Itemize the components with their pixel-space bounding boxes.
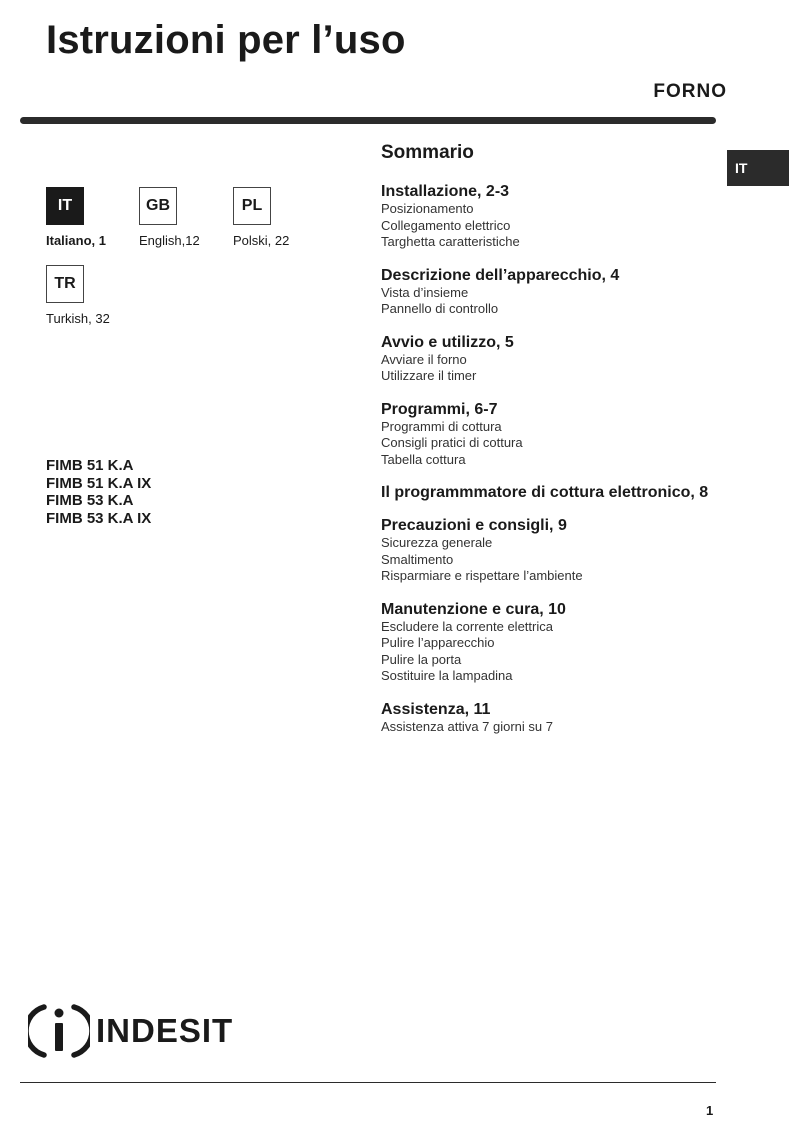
lang-box-gb[interactable]: GB <box>139 187 177 225</box>
toc-item[interactable]: Sostituire la lampadina <box>381 668 513 683</box>
toc-item[interactable]: Escludere la corrente elettrica <box>381 618 553 634</box>
toc-heading[interactable]: Precauzioni e consigli, 9 <box>381 517 567 534</box>
brand-name: INDESIT <box>96 1012 234 1049</box>
lang-caption-pl: Polski, 22 <box>233 233 290 248</box>
toc-item[interactable]: Programmi di cottura <box>381 418 502 434</box>
lang-caption-gb: English,12 <box>139 233 200 248</box>
toc-section <box>381 701 711 736</box>
toc-section <box>381 517 711 585</box>
toc-item[interactable]: Consigli pratici di cottura <box>381 435 523 450</box>
toc-heading[interactable]: Programmi, 6-7 <box>381 400 498 418</box>
model-name: FIMB 53 K.A <box>46 492 134 509</box>
footer-divider <box>20 1082 716 1083</box>
toc-item[interactable]: Pulire la porta <box>381 651 462 667</box>
indesit-logo-icon <box>28 1001 90 1061</box>
lang-box-pl[interactable]: PL <box>233 187 271 225</box>
lang-box-tr[interactable]: TR <box>46 265 84 303</box>
lang-caption-tr: Turkish, 32 <box>46 311 110 326</box>
lang-caption-it: Italiano, 1 <box>46 233 106 248</box>
language-side-tab: IT <box>727 150 789 186</box>
toc-item[interactable]: Pannello di controllo <box>381 301 499 316</box>
toc-heading[interactable]: Avvio e utilizzo, 5 <box>381 333 514 351</box>
model-name: FIMB 51 K.A IX <box>46 474 152 492</box>
model-list <box>46 457 151 527</box>
toc-item[interactable]: Utilizzare il timer <box>381 368 477 383</box>
toc-item[interactable]: Sicurezza generale <box>381 535 493 550</box>
toc-heading[interactable]: Il programmmatore di cottura elettronico, 8 <box>381 484 709 501</box>
toc-item[interactable]: Risparmiare e rispettare l’ambiente <box>381 568 583 583</box>
toc-section <box>381 183 711 251</box>
lang-box-it[interactable]: IT <box>46 187 84 225</box>
toc-title: Sommario <box>381 142 474 163</box>
header-divider <box>20 117 716 124</box>
toc-section <box>381 334 711 385</box>
toc-heading[interactable]: Manutenzione e cura, 10 <box>381 600 566 618</box>
toc-section <box>381 601 711 685</box>
page-number: 1 <box>706 1103 714 1118</box>
toc-heading[interactable]: Descrizione dell’apparecchio, 4 <box>381 266 620 284</box>
toc-heading[interactable]: Assistenza, 11 <box>381 700 491 718</box>
toc-item[interactable]: Smaltimento <box>381 551 454 567</box>
page-title: Istruzioni per l’uso <box>46 18 406 62</box>
toc-item[interactable]: Collegamento elettrico <box>381 217 511 233</box>
model-name: FIMB 53 K.A IX <box>46 509 152 527</box>
toc-item[interactable]: Vista d’insieme <box>381 284 469 300</box>
table-of-contents <box>381 142 711 751</box>
toc-item[interactable]: Targhetta caratteristiche <box>381 234 520 249</box>
toc-section <box>381 267 711 318</box>
toc-item[interactable]: Avviare il forno <box>381 351 467 367</box>
toc-item[interactable]: Pulire l’apparecchio <box>381 635 495 650</box>
toc-item[interactable]: Posizionamento <box>381 201 474 216</box>
toc-item[interactable]: Assistenza attiva 7 giorni su 7 <box>381 718 553 734</box>
toc-item[interactable]: Tabella cottura <box>381 451 466 467</box>
toc-heading[interactable]: Installazione, 2-3 <box>381 183 510 200</box>
product-type-label: FORNO <box>653 81 727 102</box>
model-name: FIMB 51 K.A <box>46 457 134 474</box>
toc-section <box>381 484 711 501</box>
toc-section <box>381 401 711 469</box>
